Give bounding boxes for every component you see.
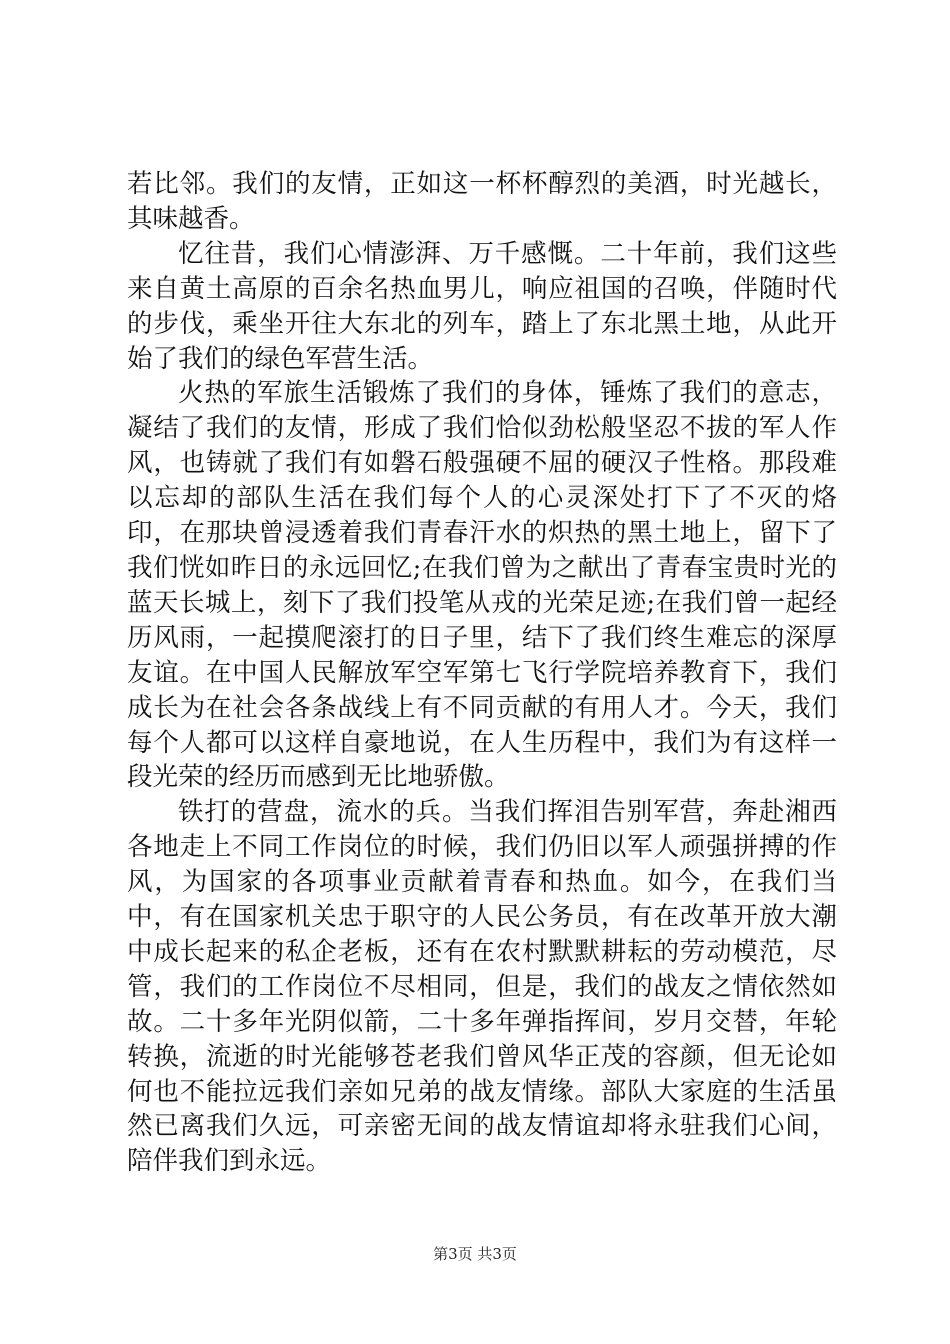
paragraph-recollection: 忆往昔，我们心情澎湃、万千感慨。二十年前，我们这些来自黄土高原的百余名热血男儿，响应祖国的召唤，伴随时代的步伐，乘坐开往大东北的列车，踏上了东北黑土地，从此开始了我们的绿色军营生活。 bbox=[127, 238, 837, 374]
document-body bbox=[127, 167, 837, 1179]
page-number-footer: 第3页 共3页 bbox=[433, 1245, 517, 1263]
paragraph-continuation: 若比邻。我们的友情，正如这一杯杯醇烈的美酒，时光越长，其味越香。 bbox=[127, 169, 837, 234]
paragraph-military-life: 火热的军旅生活锻炼了我们的身体，锤炼了我们的意志，凝结了我们的友情，形成了我们恰似劲松般坚忍不拔的军人作风，也铸就了我们有如磐石般强硬不屈的硬汉子性格。那段难以忘却的部队生活在我们每个人的心灵深处打下了不灭的烙印，在那块曾浸透着我们青春汗水的炽热的黑土地上，留下了我们恍如昨日的永远回忆;在我们曾为之献出了青春宝贵时光的蓝天长城上，刻下了我们投笔从戎的光荣足迹;在我们曾一起经历风雨，一起摸爬滚打的日子里，结下了我们终生难忘的深厚友谊。在中国人民解放军空军第七飞行学院培养教育下，我们成长为在社会各条战线上有不同贡献的有用人才。今天，我们每个人都可以这样自豪地说，在人生历程中，我们为有这样一段光荣的经历而感到无比地骄傲。 bbox=[127, 378, 837, 793]
paragraph-after-service: 铁打的营盘，流水的兵。当我们挥泪告别军营，奔赴湘西各地走上不同工作岗位的时候，我们仍旧以军人顽强拼搏的作风，为国家的各项事业贡献着青春和热血。如今，在我们当中，有在国家机关忠于职守的人民公务员，有在改革开放大潮中成长起来的私企老板，还有在农村默默耕耘的劳动模范，尽管，我们的工作岗位不尽相同，但是，我们的战友之情依然如故。二十多年光阴似箭，二十多年弹指挥间，岁月交替，年轮转换，流逝的时光能够苍老我们曾风华正茂的容颜，但无论如何也不能拉远我们亲如兄弟的战友情缘。部队大家庭的生活虽然已离我们久远，可亲密无间的战友情谊却将永驻我们心间，陪伴我们到永远。 bbox=[127, 797, 837, 1177]
